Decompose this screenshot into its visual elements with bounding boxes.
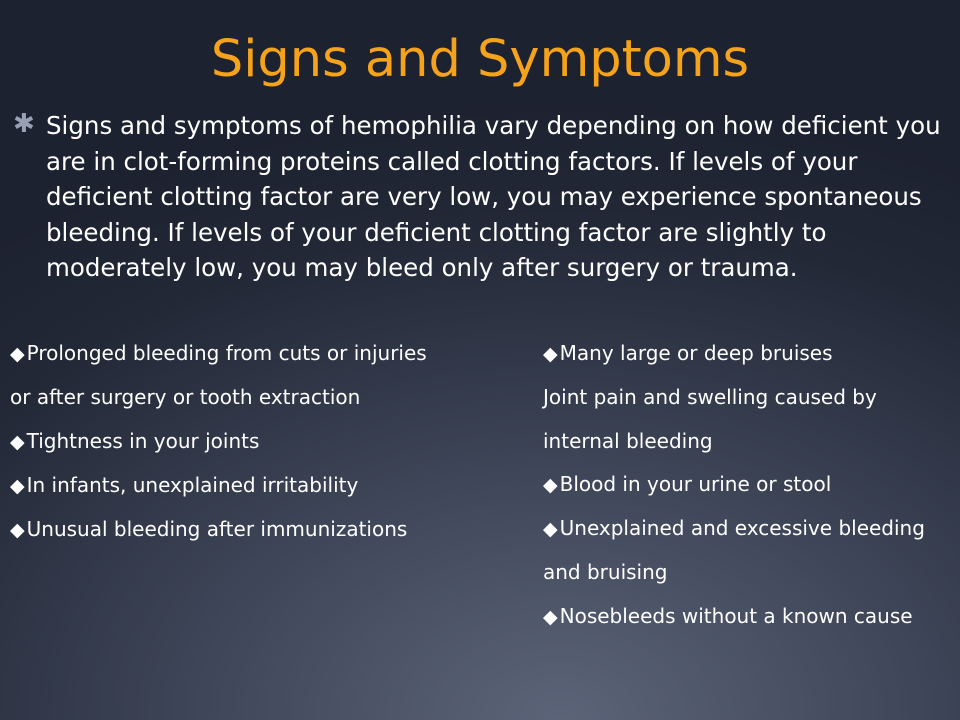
diamond-bullet-icon: ◆: [10, 343, 25, 365]
list-item: [10, 332, 430, 420]
list-item-text: Joint pain and swelling caused by internal bleeding: [543, 385, 877, 453]
right-symptom-list: [543, 332, 953, 639]
slide-title: Signs and Symptoms: [210, 30, 750, 89]
list-item-text: Prolonged bleeding from cuts or injuries or after surgery or tooth extraction: [10, 341, 427, 410]
list-item-text: Many large or deep bruises: [559, 341, 833, 365]
list-item: [543, 376, 953, 463]
list-item-text: Unexplained and excessive bleeding and bruising: [543, 516, 925, 585]
list-item: [10, 508, 430, 552]
asterisk-bullet-icon: ✱: [13, 109, 35, 139]
diamond-bullet-icon: ◆: [10, 474, 25, 497]
list-item: [543, 507, 953, 595]
list-item-text: Nosebleeds without a known cause: [559, 603, 913, 628]
diamond-bullet-icon: ◆: [543, 518, 558, 541]
list-item: [543, 332, 953, 376]
list-item: [543, 595, 953, 639]
intro-paragraph: Signs and symptoms of hemophilia vary depending on how deficient you are in clot-forming proteins called clotting factors. If levels of your deficient clotting factor are very low, you may experience spontaneous bleeding. If levels of your deficient clotting factor are slightly to moderately low, you may bleed only after surgery or trauma.: [46, 111, 941, 282]
list-item: [543, 463, 953, 507]
diamond-bullet-icon: ◆: [10, 519, 25, 542]
diamond-bullet-icon: ◆: [10, 430, 25, 453]
list-item-text: Blood in your urine or stool: [559, 471, 832, 496]
diamond-bullet-icon: ◆: [543, 343, 558, 365]
diamond-bullet-icon: ◆: [543, 605, 558, 628]
list-item-text: In infants, unexplained irritability: [26, 472, 359, 497]
diamond-bullet-icon: ◆: [543, 473, 558, 496]
list-item: [10, 464, 430, 508]
list-item: [10, 420, 430, 464]
list-item-text: Tightness in your joints: [26, 428, 260, 453]
list-item-text: Unusual bleeding after immunizations: [26, 517, 408, 542]
left-symptom-list: [10, 332, 430, 552]
